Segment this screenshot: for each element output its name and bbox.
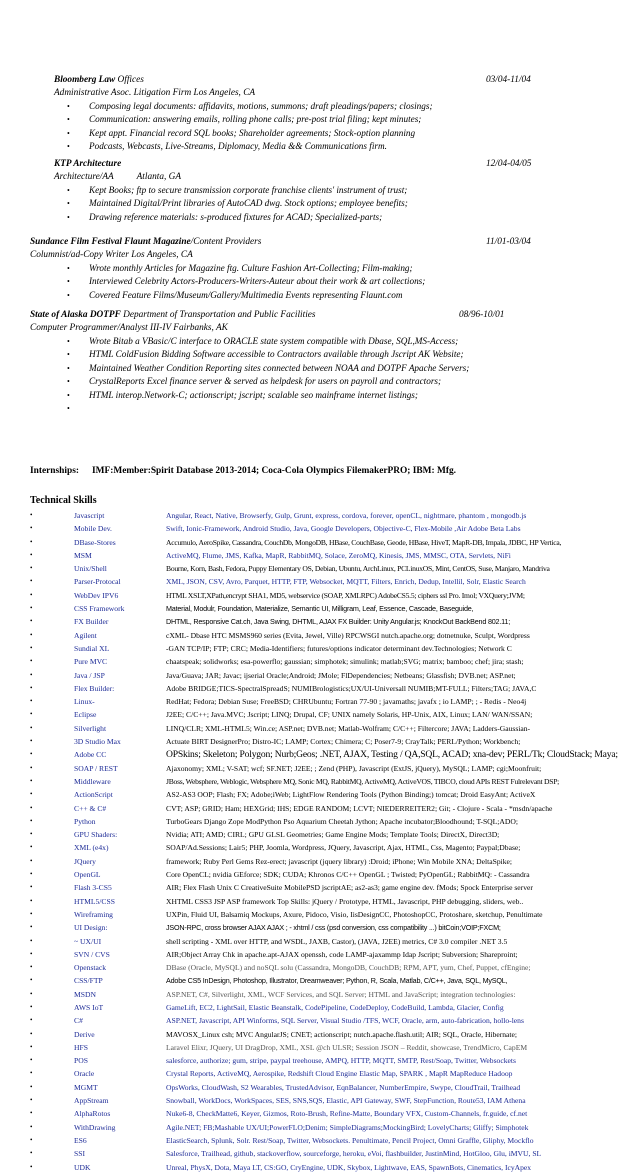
bullet-glyph: • xyxy=(30,1109,33,1118)
job-header xyxy=(0,158,638,171)
bullet-item: • Maintained Digital/Print libraries of AutoCAD dwg. Stock options; employee benefits; xyxy=(67,198,408,209)
bullet-item: • Wrote monthly Articles for Magazine ftg. Culture Fashion Art-Collecting; Film-making; xyxy=(67,263,413,273)
bullet-glyph: • xyxy=(30,896,33,905)
skill-row xyxy=(0,642,638,655)
job-header xyxy=(0,74,638,87)
skill-row xyxy=(0,655,638,668)
employer-detail: /Content Providers xyxy=(190,237,262,247)
bullet-item: • Drawing reference materials: s-produced fixtures for ACAD; Specialized-parts; xyxy=(67,211,383,222)
job-date: 08/96-10/01 xyxy=(459,310,505,320)
skill-values: LINQ/CLR; XML-HTML5; Win.ce; ASP.net; DVB.net; Matlab-Wolfram; C/C++; Filtercore; JAVA; Ladders-Gaussian- xyxy=(166,723,531,733)
bullet-glyph: • xyxy=(30,524,33,533)
skill-row xyxy=(0,908,638,921)
bullet-glyph: • xyxy=(30,1056,33,1065)
skill-row xyxy=(0,669,638,682)
skill-row xyxy=(0,629,638,642)
bullet-glyph: • xyxy=(30,1042,33,1051)
bullet-glyph: • xyxy=(30,1135,33,1144)
skill-row xyxy=(0,881,638,894)
skill-values: Nvidia; ATI; AMD; CIRL; GPU GLSL Geometries; Game Engine Mods; Template Tools; DirectX, Direct3D; xyxy=(166,830,500,840)
bullet-glyph: • xyxy=(30,909,33,918)
experience-ktp xyxy=(0,158,638,224)
skill-values: Bourne, Korn, Bash, Fedora, Puppy Elementary OS, Debian, Ubuntu, ArchLinux, PCLinuxOS, Mint, CentOS, Suse, Manjaro, Mandriva xyxy=(166,564,550,574)
skill-values: Salesforce, Trailhead, github, stackoverflow, sourceforge, heroku, eVoi, flashbuilder, JustinMind, HotGloo, Glu, iMVU, SL xyxy=(166,1149,542,1159)
bullet-glyph: • xyxy=(30,683,33,692)
employer-name: Sundance Film Festival Flaunt Magazine xyxy=(30,237,191,247)
bullet-glyph: • xyxy=(30,710,33,719)
skill-values: Ajaxonomy; XML; V-SAT; wcf; SF.NET; J2EE; ; Zend (PHP), Javascript (ExtJS, jQuery), MySQL; LAMP; cgi;Moonfruit; xyxy=(166,763,542,773)
bullet-glyph: • xyxy=(30,617,33,626)
bullet-glyph: • xyxy=(30,949,33,958)
skill-values: J2EE; C/C++; Java.MVC; Jscript; LINQ; Drupal, CF; UNIX namely Solaris, HP-Unix, AIX, Linux; LAN/ WAN/SSAN; xyxy=(166,710,533,720)
bullet-item: • Composing legal documents: affidavits, motions, summons; draft pleadings/papers; closings; xyxy=(67,101,433,111)
bullet-glyph: • xyxy=(30,830,33,839)
skill-values: TurboGears Django Zope ModPython Pso Aquarium Cheetah Jython; Apache incubator;Bloodhound; T-SQL;ADO; xyxy=(166,816,518,826)
skill-values: Core OpenCL; nvidia GEforce; SDK; CUDA; Khronos C/C++ OpenGL ; Twisted; PyOpenGL; RabbitMQ: - Cassandra xyxy=(166,870,530,880)
skill-category: CSS Framework xyxy=(74,604,125,614)
skill-values: XHTML CSS3 JSP ASP framework Top Skills: jQuery / Prototype, HTML, Javascript, PHP debugging, sliders, web.. xyxy=(166,896,524,906)
skill-category: Mobile Dev. xyxy=(74,524,112,534)
skill-values: Nuke6-8, CheckMatte6, Keyer, Gizmos, Roto-Brush, Refine-Matte, Boundary VFX, Custom-Channels, fr.guide, cf.net xyxy=(166,1109,528,1119)
skill-values: cXML- Dbase HTC MSMS960 series (Evita, Jewel, Ville) RPCWSGI nutch.apache.org; dotnetnuke, Sculpt, Wordpress xyxy=(166,630,530,640)
skill-row xyxy=(0,988,638,1001)
skill-row xyxy=(0,935,638,948)
bullet-glyph: • xyxy=(30,630,33,639)
experience-alaska xyxy=(0,309,638,415)
bullet-item: • Interviewed Celebrity Actors-Producers-Writers-Auteur about their work & art collections; xyxy=(67,276,426,287)
bullet-glyph: • xyxy=(30,776,33,785)
skill-row xyxy=(0,708,638,721)
skill-values: JSON-RPC, cross browser AJAX AJAX ; - xhtml / css (psd conversion, css compatibility ...) bitCoin;VOIP;FXCM; xyxy=(166,923,501,933)
employer-name: Bloomberg Law xyxy=(54,75,116,85)
skill-row xyxy=(0,762,638,775)
skill-values: ElasticSearch, Splunk, Solr. Rest/Soap, Twitter, Websockets. Penultimate, Pencil Project, Omni Graffle, Gliphy, Mockflo xyxy=(166,1135,534,1145)
bullet-glyph: • xyxy=(30,843,33,852)
bullet-item: • Maintained Weather Condition Reporting sites connected between NOAA and DOTPF Apache Servers; xyxy=(67,362,470,373)
skill-row xyxy=(0,722,638,735)
skill-category: Pure MVC xyxy=(74,657,108,667)
skill-values: AS2-AS3 OOP; Flash; FX; Adobe;iWeb; LightFlow Rendering Tools (Python Binding;) tomcat; Droid EasyAnt; ActiveX xyxy=(166,790,536,800)
skill-row xyxy=(0,1161,638,1174)
skill-row xyxy=(0,602,638,615)
skill-values: UXPin, Fluid UI, Balsamiq Mockups, Axure, Pidoco, Visio, IisDesignCC, PhotoshopCC, Protoshare, sketchup, Penultimate xyxy=(166,909,543,919)
experience-sundance xyxy=(0,236,638,302)
skill-values: chaatspeak; solidworks; esa-powerflo; gaussian; simphotek; simulink; matlab;SVG; matrix; bamboo; chef; jira; stash; xyxy=(166,657,524,667)
skill-values: Adobe CS5 InDesign, Photoshop, Illustrator, Dreamweaver; Python, R, Scala, Matlab, C/C++, Java, SQL, MySQL, xyxy=(166,976,508,986)
bullet-glyph: • xyxy=(30,1069,33,1078)
skill-row xyxy=(0,868,638,881)
skill-category: MSM xyxy=(74,550,92,560)
skill-row xyxy=(0,1147,638,1160)
bullet-item: • HTML interop.Network-C; actionscript; jscript; scalable seo mainframe internet listings; xyxy=(67,389,418,400)
bullet-glyph: • xyxy=(30,697,33,706)
skill-category: ES6 xyxy=(74,1135,87,1145)
internships-value: IMF:Member:Spirit Database 2013-2014; Coca-Cola Olympics FilemakerPRO; IBM: Mfg. xyxy=(92,466,456,476)
skill-values: SOAP/Ad.Sessions; Lair5; PHP, Joomla, Wordpress, JQuery, Javascript, Ajax, HTML, Css, Magento; Paypal;Dbase; xyxy=(166,843,521,853)
bullet-glyph: • xyxy=(30,790,33,799)
skill-row xyxy=(0,775,638,788)
skill-values: salesforce, authorize; gum, stripe, paypal treehouse, AMPQ, HTTP, MQTT, SMTP, Rest/Soap, Twitter, Websockets xyxy=(166,1056,516,1066)
job-date: 12/04-04/05 xyxy=(486,159,532,169)
skill-values: MAVOSX_Linux csh; MVC AngularJS; CNET; actionscript; nutch.apache.flash.util; AIR; SQL, Oracle, Hibernate; xyxy=(166,1029,518,1039)
bullet-item: • Communication: answering emails, rolling phone calls; pre-post trial filing; kept minutes; xyxy=(67,114,422,125)
skill-values: DBase (Oracle, MySQL) and noSQL solu (Cassandra, MongoDB, CouchDB; RPM, APT, yum, Chef, Puppet, cfEngine; xyxy=(166,963,531,973)
skill-row xyxy=(0,1121,638,1134)
skill-category: WebDev IPV6 xyxy=(74,590,119,600)
skill-values: CVT; ASP; GRID; Ham; HEXGrid; IHS; EDGE RANDOM; LCVT; NIEDERREITER2; Git; - Clojure - Scala - *msdn/apache xyxy=(166,803,553,813)
skill-row xyxy=(0,522,638,535)
skill-category: ActionScript xyxy=(74,790,113,800)
skill-values: Unreal, PhysX, Dota, Maya LT, CS:GO, CryEngine, UDK, Skybox, Lightwave, EAS, SpawnBots, Cinematics, IcyApex xyxy=(166,1162,532,1172)
skill-values: OPSkins; Skeleton; Polygon; Nurb;Geos; .NET, AJAX, Testing / QA,SQL, ACAD; xna-dev; PERL/Tk; CloudStack; Maya; xyxy=(166,749,618,761)
skill-row xyxy=(0,1067,638,1080)
skill-category: UDK xyxy=(74,1162,91,1172)
skill-row xyxy=(0,1028,638,1041)
job-date: 11/01-03/04 xyxy=(486,237,531,247)
bullet-glyph: • xyxy=(30,976,33,985)
skill-values: OpsWorks, CloudWash, S2 Wearables, TrustedAdvisor, EqnBalancer, NumberEmpire, Swype, CloudTrail, Trailhead xyxy=(166,1082,521,1092)
job-subtitle: Computer Programmer/Analyst III-IV Fairbanks, AK xyxy=(30,323,228,333)
bullet-glyph: • xyxy=(30,856,33,865)
skill-category: MGMT xyxy=(74,1082,98,1092)
skill-values: AIR;Object Array Chk in apache.apt-AJAX openssh, code LAMP-ajaxammp Idap Jscript; Subversion; Shareproint; xyxy=(166,949,518,959)
skill-row xyxy=(0,921,638,934)
technical-skills-title: Technical Skills xyxy=(30,495,97,506)
skill-category: C++ & C# xyxy=(74,803,107,813)
bullet-glyph: • xyxy=(30,750,33,759)
skill-category: Agilent xyxy=(74,630,97,640)
skill-row xyxy=(0,974,638,987)
bullet-glyph: • xyxy=(30,936,33,945)
skill-values: Crystal Reports, ActiveMQ, Aerospike, Redshift Cloud Engine Elastic Map, SPARK , MapR MapReduce Hadoop xyxy=(166,1069,513,1079)
bullet-glyph: • xyxy=(30,657,33,666)
skill-row xyxy=(0,841,638,854)
skill-category: OpenGL xyxy=(74,870,101,880)
bullet-item: • xyxy=(67,403,70,413)
employer-detail: Department of Transportation and Public Facilities xyxy=(120,310,316,320)
bullet-glyph: • xyxy=(30,1122,33,1131)
skill-category: MSDN xyxy=(74,989,96,999)
bullet-glyph: • xyxy=(30,803,33,812)
bullet-item: • Podcasts, Webcasts, Live-Streams, Diplomacy, Media && Communications firm. xyxy=(67,141,387,152)
skill-row xyxy=(0,695,638,708)
bullet-glyph: • xyxy=(30,1149,33,1158)
skill-category: Middleware xyxy=(74,776,111,786)
skill-row xyxy=(0,1081,638,1094)
experience-bloomberg xyxy=(0,74,638,154)
skill-category: SVN / CVS xyxy=(74,949,110,959)
skill-category: SOAP / REST xyxy=(74,763,118,773)
skill-values: Agile.NET; FB;Mashable UX/UI;PowerFLO;Denim; SimpleDiagrams;MockingBird; LovelyCharts; Gliffy; Simphotek xyxy=(166,1122,529,1132)
skill-row xyxy=(0,815,638,828)
skill-values: HTML XSLT,XPath,encrypt SHA1, MD5, webservice (SOAP, XMLRPC) AdobeCS5.5; ciphers ssl Pro. Imol; VXQuery;JVM; xyxy=(166,590,525,600)
skill-row xyxy=(0,1134,638,1147)
skill-row xyxy=(0,1107,638,1120)
skill-row xyxy=(0,802,638,815)
employer-detail: Offices xyxy=(115,75,144,85)
skill-category: Oracle xyxy=(74,1069,95,1079)
skill-row xyxy=(0,1054,638,1067)
skill-category: Unix/Shell xyxy=(74,564,107,574)
skill-values: Adobe BRIDGE;TICS-SpectralSpreadS; NUMIBrologistics;UX/UI-Universall NUMIB;MT-FULL; Filters;TAG; JAVA,C xyxy=(166,683,537,693)
skill-category: WithDrawing xyxy=(74,1122,116,1132)
skill-row xyxy=(0,1001,638,1014)
skill-category: Eclipse xyxy=(74,710,97,720)
bullet-item: • Kept appt. Financial record SQL books; Shareholder agreements; Stock-option planning xyxy=(67,127,416,138)
bullet-glyph: • xyxy=(30,1082,33,1091)
bullet-item: • Covered Feature Films/Museum/Gallery/Multimedia Events representing Flaunt.com xyxy=(67,289,403,300)
skill-row xyxy=(0,682,638,695)
bullet-glyph: • xyxy=(30,1016,33,1025)
skill-row xyxy=(0,735,638,748)
skill-row xyxy=(0,828,638,841)
skill-values: DHTML, Responsive Cat.ch, Java Swing, DHTML, AJAX FX Builder: Unity Angular.js; KnockOut BackBend 802.11; xyxy=(166,617,510,627)
job-header xyxy=(0,236,638,249)
skill-category: UI Design: xyxy=(74,923,108,933)
skill-category: Java / JSP xyxy=(74,670,105,680)
bullet-glyph: • xyxy=(30,1096,33,1105)
skill-category: C# xyxy=(74,1016,83,1026)
skill-category: HFS xyxy=(74,1042,88,1052)
skill-values: Material, Modulr, Foundation, Materialize, Semantic UI, Milligram, Leaf, Essence, Cascade, Baseguide, xyxy=(166,604,474,614)
bullet-glyph: • xyxy=(30,670,33,679)
skill-category: AppStream xyxy=(74,1096,109,1106)
skill-category: Flash 3-CS5 xyxy=(74,883,112,893)
skill-row xyxy=(0,575,638,588)
skill-row xyxy=(0,961,638,974)
skill-row xyxy=(0,589,638,602)
skill-values: ASP.NET, C#, Silverlight, XML, WCF Services, and SQL Server; HTML and JavaScript; integration technologies: xyxy=(166,989,516,999)
job-subtitle: Administrative Asoc. Litigation Firm Los Angeles, CA xyxy=(54,88,256,98)
skill-values: -GAN TCP/IP; FTP; CRC; Media-Identifiers; futures/options indicator determinant dev.Technologies; Network C xyxy=(166,643,512,653)
skill-values: framework; Ruby Perl Gems Rez-erect; javascript (jquery library) :Droid; iPhone; Win Mobile XNA; DeltaSpike; xyxy=(166,856,513,866)
skill-values: AIR; Flex Flash Unix C CreativeSuite MobilePSD jscriptAE; as2-as3; game engine dev. fMods; Spock Enterprise server xyxy=(166,883,533,893)
skill-category: Parser-Protocal xyxy=(74,577,121,587)
bullet-glyph: • xyxy=(30,870,33,879)
skill-row xyxy=(0,536,638,549)
bullet-item: • HTML ColdFusion Bidding Software accessible to Contractors available through Jscript AK Website; xyxy=(67,349,464,360)
skill-values: Actuate BIRT DesignerPro; Distro-IC; LAMP; Cortex; Chimera; C; Poser7-9; CrayTalk; PERL/Python; Workbench; xyxy=(166,737,521,747)
skill-values: XML, JSON, CSV, Avro, Parquet, HTTP, FTP, Websocket, MQTT, Filters, Enrich, Dedup, Intellil, Solr, Elastic Search xyxy=(166,577,526,587)
skill-category: FX Builder xyxy=(74,617,109,627)
skill-category: Wireframing xyxy=(74,909,113,919)
skill-category: Derive xyxy=(74,1029,95,1039)
skill-category: Adobe CC xyxy=(74,750,107,760)
skill-row xyxy=(0,1014,638,1027)
skill-category: ~ UX/UI xyxy=(74,936,102,946)
employer-name: State of Alaska DOTPF xyxy=(30,310,121,320)
skill-values: shell scripting - XML over HTTP, and WSDL, JAXB, Castor), (JAVA, J2EE) metrics, C# 3.0 compiler .NET 3.5 xyxy=(166,936,508,946)
job-subtitle: Columnist/ad-Copy Writer Los Angeles, CA xyxy=(30,250,193,260)
bullet-glyph: • xyxy=(30,737,33,746)
skill-values: RedHat; Fedora; Debian Suse; FreeBSD; CHRUbuntu; Fortran 77-90 ; javamaths; javafx ; io LAMP; ; - Redis - Neo4j xyxy=(166,697,527,707)
skill-values: JBoss, Websphere, Weblogic, Websphere MQ, Sonic MQ, RabbitMQ, ActiveMQ, ActiveVOS, TIBCO, cloud APIs REST Fulrelevant DSP; xyxy=(166,776,560,786)
skill-category: HTML5/CSS xyxy=(74,896,115,906)
skill-values: ActiveMQ, Flume, JMS, Kafka, MapR, RabbitMQ, Solace, ZeroMQ, Kinesis, JMS, MMSC, OTA, Servlets, NiFi xyxy=(166,550,511,560)
skill-values: Swift, Ionic-Framework, Android Studio, Java, Google Developers, Objective-C, Flex-Mobile ,Air Adobe Beta Labs xyxy=(166,524,521,534)
skill-values: ASP.NET, Javascript, API Winforms, SQL Server, Visual Studio /TFS, WCF, Oracle, arm, auto-fabrication, hollo-lens xyxy=(166,1016,524,1026)
skill-row xyxy=(0,855,638,868)
skill-row xyxy=(0,895,638,908)
bullet-glyph: • xyxy=(30,1002,33,1011)
skill-category: Openstack xyxy=(74,963,107,973)
employer-name: KTP Architecture xyxy=(54,159,122,169)
skill-category: Flex Builder: xyxy=(74,683,115,693)
job-subtitle: Architecture/AA Atlanta, GA xyxy=(54,172,182,182)
skill-category: JQuery xyxy=(74,856,96,866)
skill-row xyxy=(0,615,638,628)
skill-category: Python xyxy=(74,816,96,826)
skill-row xyxy=(0,1094,638,1107)
skill-category: CSS/FTP xyxy=(74,976,103,986)
skill-category: GPU Shaders: xyxy=(74,830,118,840)
bullet-glyph: • xyxy=(30,1162,33,1171)
bullet-glyph: • xyxy=(30,604,33,613)
skill-row xyxy=(0,948,638,961)
skill-values: GameLift, EC2, LightSail, Elastic Beanstalk, CodePipeline, CodeDeploy, CodeBuild, Lambda, Glacier, Config xyxy=(166,1002,504,1012)
skill-category: SSI xyxy=(74,1149,85,1159)
skill-category: Sundial XL xyxy=(74,643,110,653)
skill-row xyxy=(0,549,638,562)
skill-row xyxy=(0,748,638,761)
bullet-glyph: • xyxy=(30,511,33,519)
skill-category: Linux- xyxy=(74,697,95,707)
internships-line xyxy=(30,466,456,476)
skill-row xyxy=(0,1041,638,1054)
bullet-glyph: • xyxy=(30,763,33,772)
skill-values: Java/Guava; JAR; Javac; ijserial Oracle;Android; JMole; FlDependencies; Netbeans; Glassfish; DVB.net; ASP.net; xyxy=(166,670,516,680)
skill-values: Laravel Elixr, JQuery, UI DragDrop, XML, XSL @ch ULSR; Session JSON – Reddit, showcase, TrendMicro, CapEM xyxy=(166,1042,528,1052)
bullet-glyph: • xyxy=(30,723,33,732)
bullet-glyph: • xyxy=(30,564,33,573)
bullet-glyph: • xyxy=(30,923,33,932)
internships-label: Internships: xyxy=(30,466,79,476)
bullet-item: • CrystalReports Excel finance server & served as helpdesk for users on payroll and contractors; xyxy=(67,376,442,387)
technical-skills-list xyxy=(0,509,638,1174)
skill-category: AWS IoT xyxy=(74,1002,104,1012)
bullet-glyph: • xyxy=(30,643,33,652)
bullet-glyph: • xyxy=(30,590,33,599)
bullet-item: • Kept Books; ftp to secure transmission corporate franchise clients' instrument of trust; xyxy=(67,185,408,195)
skill-values: Angular, React, Native, Browserfy, Gulp, Grunt, express, cordova, forever, openCL, nightmare, phantom , mongodb.js xyxy=(166,511,527,520)
bullet-glyph: • xyxy=(30,577,33,586)
skill-values: Snowball, WorkDocs, WorkSpaces, SES, SNS,SQS, Elastic, API Gateway, SWF, StepFunction, Route53, IAM Athena xyxy=(166,1096,526,1106)
bullet-glyph: • xyxy=(30,816,33,825)
bullet-item: • Wrote Bitab a VBasic/C interface to ORACLE state system compatible with Dbase, SQL,MS-Access; xyxy=(67,336,459,346)
skill-values: Accumulo, AeroSpike, Cassandra, CouchDb, MongoDB, HBase, CouchBase, Geode, HBase, HiveT, MapR-DB, Impala, JDBC, HP Vertica, xyxy=(166,537,562,547)
job-header xyxy=(0,309,638,322)
skill-category: DBase-Stores xyxy=(74,537,116,547)
skill-category: AlphaRotos xyxy=(74,1109,111,1119)
bullet-glyph: • xyxy=(30,537,33,546)
bullet-glyph: • xyxy=(30,989,33,998)
bullet-glyph: • xyxy=(30,1029,33,1038)
skill-category: 3D Studio Max xyxy=(74,737,121,747)
bullet-glyph: • xyxy=(30,963,33,972)
skill-row xyxy=(0,562,638,575)
bullet-glyph: • xyxy=(30,550,33,559)
skill-row xyxy=(0,509,638,522)
skill-row xyxy=(0,788,638,801)
job-date: 03/04-11/04 xyxy=(486,75,531,85)
skill-category: Javascript xyxy=(74,511,105,520)
skill-category: POS xyxy=(74,1056,88,1066)
skill-category: XML (e4x) xyxy=(74,843,109,853)
bullet-glyph: • xyxy=(30,883,33,892)
skill-category: Silverlight xyxy=(74,723,107,733)
